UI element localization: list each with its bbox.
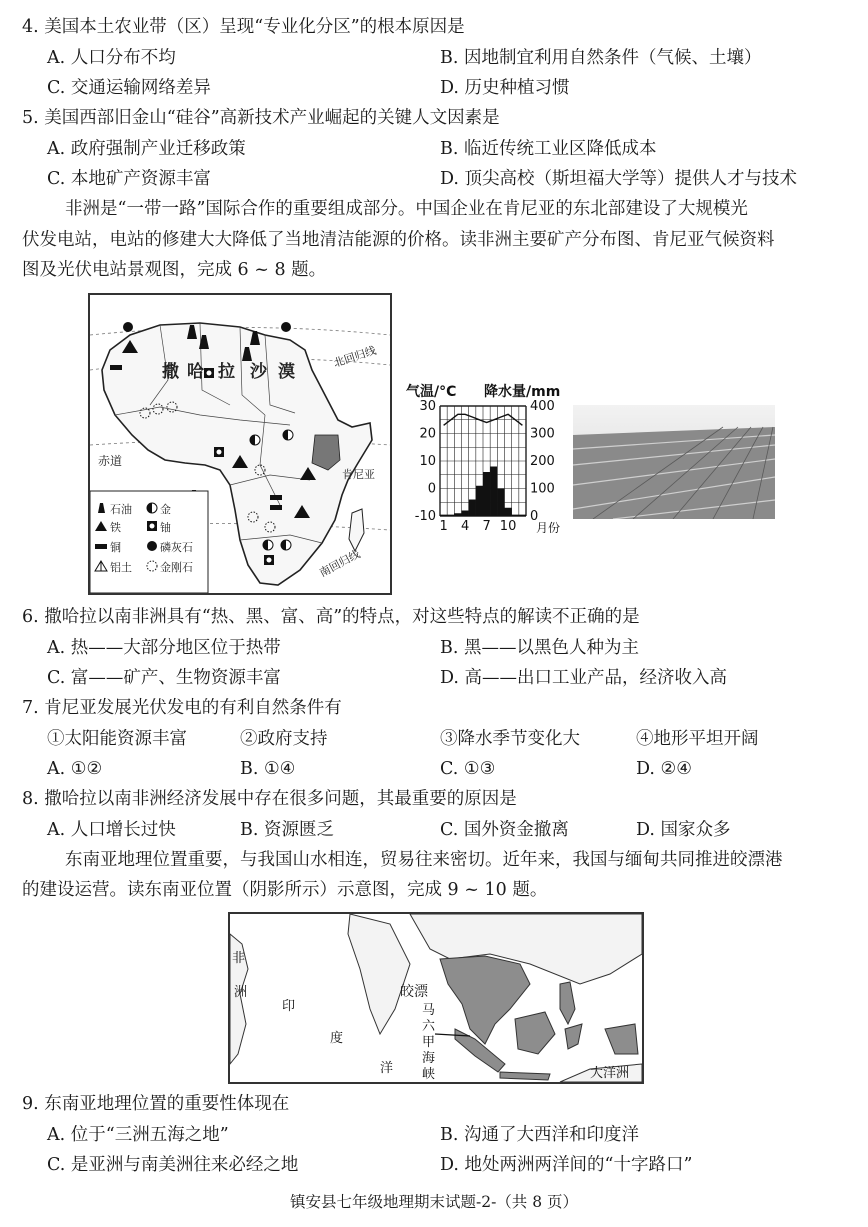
q9-option-c[interactable]: C. 是亚洲与南美洲往来必经之地: [47, 1155, 299, 1175]
q8-option-a[interactable]: A. 人口增长过快: [47, 820, 176, 840]
x-tick: 4: [460, 519, 470, 534]
legend-uranium: 铀: [160, 521, 171, 534]
y-right-tick: 300: [530, 426, 555, 442]
copper-icon: [270, 495, 282, 500]
q5-option-c[interactable]: C. 本地矿产资源丰富: [47, 169, 211, 189]
q7-option-a[interactable]: A. ①②: [47, 759, 103, 779]
y-right-tick: 100: [530, 481, 555, 497]
copper-icon: [270, 505, 282, 510]
sahara-label-4: 沙: [250, 362, 267, 382]
precip-bar: [483, 472, 490, 516]
precip-axis-label: 降水量/mm: [484, 384, 561, 400]
q4-option-c[interactable]: C. 交通运输网络差异: [47, 78, 211, 98]
kyaukpyu-label: 皎漂: [400, 984, 428, 1000]
legend-iron: 铁: [110, 521, 121, 534]
sea-map-africa-1: 非: [232, 951, 246, 966]
q4-option-b[interactable]: B. 因地制宜利用自然条件（气候、土壤）: [440, 48, 762, 68]
x-tick: 10: [499, 519, 517, 534]
sahara-label-5: 漠: [278, 362, 295, 382]
tropic-capricorn-label: 南回归线: [317, 547, 363, 580]
q6-option-b[interactable]: B. 黑——以黑色人种为主: [440, 638, 639, 658]
q6-option-d[interactable]: D. 高——出口工业产品，经济收入高: [440, 668, 728, 688]
q7-item-2: ②政府支持: [240, 729, 328, 749]
q5-stem: 5. 美国西部旧金山“硅谷”高新技术产业崛起的关键人文因素是: [22, 108, 500, 128]
y-left-tick: 0: [427, 481, 436, 497]
sea-map-africa-2: 洲: [234, 985, 248, 1000]
legend-diamond: 金刚石: [160, 561, 193, 574]
malacca-label-1: 马: [422, 1003, 436, 1018]
precip-bar: [490, 467, 497, 517]
y-right-tick: 200: [530, 454, 555, 469]
precip-bar: [505, 508, 512, 516]
sea-map-indian-2: 度: [330, 1031, 344, 1046]
precip-bar: [497, 489, 504, 517]
q5-option-d[interactable]: D. 顶尖高校（斯坦福大学等）提供人才与技术: [440, 169, 798, 189]
intro1-line3: 图及光伏电站景观图，完成 6 ~ 8 题。: [22, 260, 327, 280]
phosphate-icon: [281, 322, 291, 332]
legend-oil: 石油: [110, 503, 132, 516]
q7-item-1: ①太阳能资源丰富: [47, 729, 187, 749]
q7-option-c[interactable]: C. ①③: [440, 759, 496, 779]
equator-label: 赤道: [98, 454, 123, 468]
y-right-tick: 0: [530, 509, 539, 524]
q6-option-c[interactable]: C. 富——矿产、生物资源丰富: [47, 668, 281, 688]
q4-stem: 4. 美国本土农业带（区）呈现“专业化分区”的根本原因是: [22, 17, 465, 37]
intro1-line2: 伏发电站，电站的修建大大降低了当地清洁能源的价格。读非洲主要矿产分布图、肯尼亚气候资料: [22, 230, 775, 250]
q4-option-a[interactable]: A. 人口分布不均: [47, 48, 176, 68]
q5-option-b[interactable]: B. 临近传统工业区降低成本: [440, 139, 657, 159]
legend-gold: 金: [160, 503, 171, 516]
intro2-line1: 东南亚地理位置重要，与我国山水相连，贸易往来密切。近年来，我国与缅甸共同推进皎漂港: [65, 850, 783, 870]
kenya-climate-chart: [400, 380, 570, 548]
legend-copper: 铜: [110, 541, 121, 554]
x-tick: 1: [439, 519, 448, 534]
q6-option-a[interactable]: A. 热——大部分地区位于热带: [47, 638, 281, 658]
sahara-label-2: 哈: [187, 362, 204, 382]
precip-bar: [454, 513, 461, 516]
solar-farm-photo: [573, 405, 775, 519]
malacca-label-4: 海: [422, 1051, 436, 1066]
q7-stem: 7. 肯尼亚发展光伏发电的有利自然条件有: [22, 698, 342, 718]
legend-phosphate: 磷灰石: [160, 541, 193, 554]
q6-stem: 6. 撒哈拉以南非洲具有“热、黑、富、高”的特点，对这些特点的解读不正确的是: [22, 607, 640, 627]
precip-bar: [447, 515, 454, 516]
q7-item-3: ③降水季节变化大: [440, 729, 580, 749]
q7-option-d[interactable]: D. ②④: [636, 759, 692, 779]
page-footer: 镇安县七年级地理期末试题-2-（共 8 页）: [289, 1193, 579, 1211]
month-unit-label: 月份: [536, 521, 561, 535]
temp-axis-label: 气温/°C: [406, 384, 457, 400]
q8-option-d[interactable]: D. 国家众多: [636, 820, 731, 840]
malacca-label-3: 甲: [422, 1035, 436, 1050]
oceania-label: 大洋洲: [590, 1066, 630, 1081]
phosphate-icon: [123, 322, 133, 332]
y-left-tick: 30: [419, 399, 436, 414]
malacca-label-5: 峡: [422, 1067, 436, 1082]
q8-option-b[interactable]: B. 资源匮乏: [240, 820, 334, 840]
q9-option-b[interactable]: B. 沟通了大西洋和印度洋: [440, 1125, 639, 1145]
x-tick: 7: [482, 519, 491, 534]
kenya-label: 肯尼亚: [342, 468, 375, 481]
precip-bar: [512, 515, 519, 516]
sea-map-indian-1: 印: [282, 999, 296, 1014]
q8-option-c[interactable]: C. 国外资金撤离: [440, 820, 569, 840]
q4-option-d[interactable]: D. 历史种植习惯: [440, 78, 570, 98]
y-left-tick: 10: [419, 454, 436, 469]
y-left-tick: -10: [414, 509, 436, 524]
y-left-tick: 20: [419, 426, 436, 442]
malacca-label-2: 六: [422, 1019, 436, 1034]
southeast-asia-map: [228, 912, 644, 1084]
precip-bar: [476, 486, 483, 516]
copper-icon: [110, 365, 122, 370]
q9-option-a[interactable]: A. 位于“三洲五海之地”: [47, 1125, 229, 1145]
y-right-tick: 400: [530, 399, 555, 414]
intro1-line1: 非洲是“一带一路”国际合作的重要组成部分。中国企业在肯尼亚的东北部建设了大规模光: [65, 199, 748, 219]
q7-item-4: ④地形平坦开阔: [636, 729, 759, 749]
q8-stem: 8. 撒哈拉以南非洲经济发展中存在很多问题，其最重要的原因是: [22, 789, 517, 809]
sahara-label-3: 拉: [218, 362, 235, 382]
sea-map-indian-3: 洋: [380, 1061, 394, 1076]
sahara-label-1: 撒: [162, 362, 179, 382]
intro2-line2: 的建设运营。读东南亚位置（阴影所示）示意图，完成 9 ~ 10 题。: [22, 880, 548, 900]
q7-option-b[interactable]: B. ①④: [240, 759, 296, 779]
precip-bar: [469, 500, 476, 517]
q9-stem: 9. 东南亚地理位置的重要性体现在: [22, 1094, 290, 1114]
precip-bar: [519, 515, 526, 516]
precip-bar: [440, 515, 447, 516]
q9-option-d[interactable]: D. 地处两洲两洋间的“十字路口”: [440, 1155, 693, 1175]
tropic-cancer-label: 北回归线: [331, 343, 378, 370]
precip-bar: [462, 511, 469, 517]
africa-mineral-map: [88, 293, 392, 595]
q5-option-a[interactable]: A. 政府强制产业迁移政策: [47, 139, 246, 159]
legend-bauxite: 铝土: [110, 561, 132, 574]
